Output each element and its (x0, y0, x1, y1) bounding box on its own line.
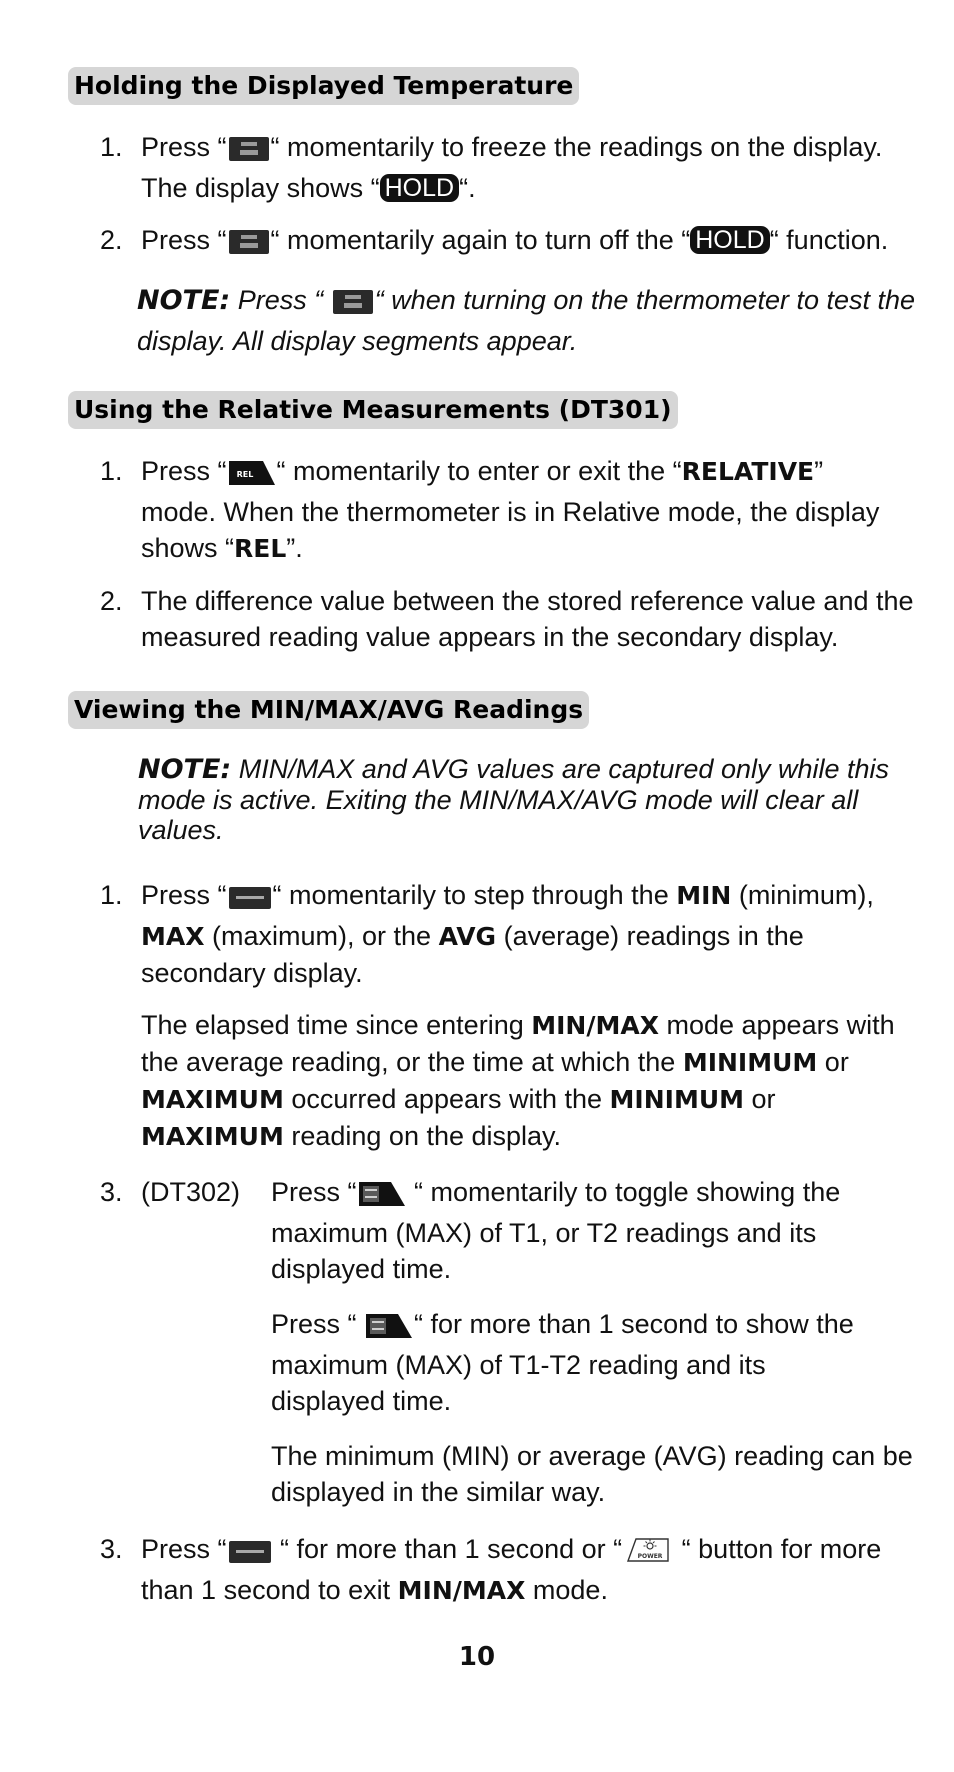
minmax-elapsed-paragraph: The elapsed time since entering MIN/MAX mode appears with the average reading, or the time at which the MINIMUM or MAXIMUM occurred appears with the MINIMUM or MAXIMUM reading on the display. (141, 1010, 895, 1151)
page-number: 10 (458, 1642, 496, 1672)
model-label: (DT302) (141, 1177, 241, 1207)
rel-button-icon (229, 458, 275, 494)
relative-step-1: Press “ REL “ momentarily to enter or exit the “RELATIVE” mode. When the thermometer is in Relative mode, the display shows “REL”. (141, 456, 880, 563)
step-number: 1. (100, 880, 123, 910)
relative-step-2: The difference value between the stored reference value and the measured reading value appears in the secondary display. (141, 586, 914, 652)
step-number: 3. (100, 1534, 123, 1564)
section-heading-minmax: Viewing the MIN/MAX/AVG Readings (68, 691, 589, 729)
step-number: 1. (100, 132, 123, 162)
dt302-step-part-2: Press “ “ for more than 1 second to show the maximum (MAX) of T1-T2 reading and its displayed time. (271, 1309, 854, 1416)
max-min-button-icon (229, 882, 271, 918)
minmax-note: NOTE: MIN/MAX and AVG values are captured only while this mode is active. Exiting the MIN/MAX/AVG mode will clear all values. (138, 754, 890, 845)
minmax-exit-step: Press “ “ for more than 1 second or “ POWER “ button for more than 1 second to exit MIN/MAX mode. (141, 1534, 882, 1605)
dt302-step-part-1: Press “ “ momentarily to toggle showing the maximum (MAX) of T1, or T2 readings and its displayed time. (271, 1177, 841, 1284)
svg-text:REL: REL (236, 470, 253, 479)
hold-display-indicator: HOLD (380, 174, 459, 202)
hold-off-button-icon (229, 134, 269, 170)
note-label: NOTE: (137, 285, 231, 316)
hold-step-1: Press “ “ momentarily to freeze the readings on the display. The display shows “ HOLD “. (141, 132, 883, 203)
svg-text:POWER: POWER (637, 1553, 663, 1560)
hold-step-2: Press “ “ momentarily again to turn off the “ HOLD “ function. (141, 222, 888, 263)
t1-t2-button-icon (359, 1179, 405, 1215)
step-number: 3. (100, 1177, 123, 1207)
hold-off-button-icon (333, 287, 373, 323)
step-number: 2. (100, 586, 123, 616)
power-button-icon (624, 1535, 672, 1572)
step-number: 2. (100, 225, 123, 255)
section-heading-hold: Holding the Displayed Temperature (68, 67, 579, 105)
section-heading-relative: Using the Relative Measurements (DT301) (68, 391, 678, 429)
hold-note: NOTE: Press “ “ when turning on the thermometer to test the display. All display segments appear. (137, 285, 916, 356)
step-number: 1. (100, 456, 123, 486)
note-label: NOTE: (138, 754, 232, 785)
hold-display-indicator: HOLD (690, 226, 769, 254)
t1-t2-button-icon (366, 1311, 412, 1347)
hold-off-button-icon (229, 227, 269, 263)
dt302-step-part-3: The minimum (MIN) or average (AVG) reading can be displayed in the similar way. (271, 1441, 913, 1507)
minmax-step-1: Press “ “ momentarily to step through the MIN (minimum), MAX (maximum), or the AVG (average) readings in the secondary display. (141, 880, 874, 988)
max-min-button-icon (229, 1536, 271, 1572)
